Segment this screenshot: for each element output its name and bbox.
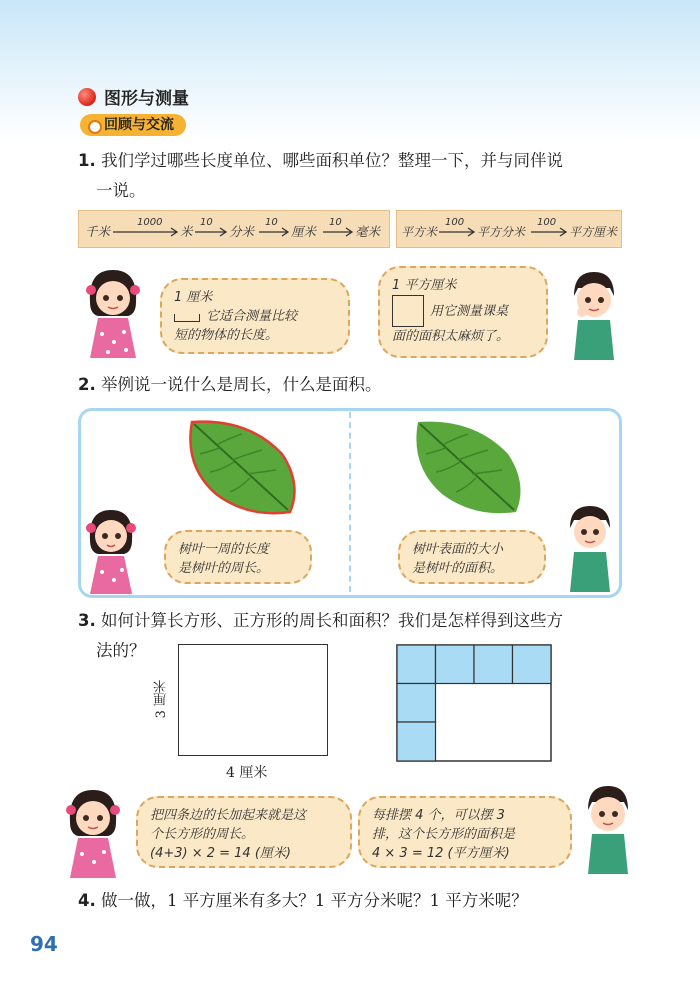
leaf-perimeter-icon <box>178 414 302 518</box>
boy-speech-bubble-1: 1 平方厘米 用它测量课桌 面的面积太麻烦了。 <box>378 266 548 358</box>
unit-haomi: 毫米 <box>355 224 381 239</box>
one-square-cm-icon <box>392 295 424 327</box>
area-units-chain <box>397 211 623 249</box>
arrow-icon <box>195 228 226 236</box>
square-tile <box>513 645 552 684</box>
girl-speech-bubble-2: 树叶一周的长度 是树叶的周长。 <box>164 530 312 584</box>
square-tile <box>474 645 513 684</box>
arrow-icon <box>259 228 288 236</box>
square-tile <box>397 722 436 761</box>
unit-fenmi: 分米 <box>229 224 255 239</box>
arrow-icon <box>323 228 352 236</box>
unit-limi: 厘米 <box>291 224 317 239</box>
section-subtitle: 回顾与交流 <box>80 114 186 136</box>
side-length-label: 3 厘米 <box>154 680 169 719</box>
boy-speech-bubble-2: 树叶表面的大小 是树叶的面积。 <box>398 530 546 584</box>
arrow-icon <box>531 228 566 236</box>
unit-mi: 米 <box>180 224 193 239</box>
length-units-chain <box>79 211 391 249</box>
question-3: 3. 如何计算长方形、正方形的周长和面积？我们是怎样得到这些方 法的？ <box>78 611 563 660</box>
question-4: 4. 做一做，1 平方厘米有多大？1 平方分米呢？1 平方米呢？ <box>78 891 528 910</box>
girl-character-icon <box>78 262 148 362</box>
square-tile <box>436 645 475 684</box>
girl-speech-bubble-3: 把四条边的长加起来就是这 个长方形的周长。 (4+3) × 2 = 14 (厘米) <box>136 796 352 868</box>
boy-character-icon <box>556 500 620 594</box>
boy-character-icon <box>574 780 640 876</box>
unit-pingfangmi: 平方米 <box>401 225 438 239</box>
girl-character-icon <box>78 502 144 596</box>
unit-qianmi: 千米 <box>85 224 111 239</box>
rate-100-a: 100 <box>445 217 465 228</box>
girl-character-icon <box>58 782 128 880</box>
red-dot-icon <box>78 88 96 106</box>
leaf-area-icon <box>404 414 528 518</box>
one-cm-segment-icon <box>174 314 200 322</box>
square-tile <box>397 645 436 684</box>
page-number: 94 <box>30 932 58 956</box>
square-tile <box>397 684 436 723</box>
section-title: 图形与测量 <box>78 84 189 109</box>
dashed-divider <box>349 412 351 592</box>
rate-100-b: 100 <box>537 217 557 228</box>
rectangle-outline <box>178 644 328 756</box>
area-units-strip <box>396 210 622 248</box>
girl-speech-bubble-1: 1 厘米 它适合测量比较 短的物体的长度。 <box>160 278 350 354</box>
unit-pingfanglimi: 平方厘米 <box>569 225 618 239</box>
question-2: 2. 举例说一说什么是周长，什么是面积。 <box>78 375 382 394</box>
length-units-strip <box>78 210 390 248</box>
boy-speech-bubble-3: 每排摆 4 个，可以摆 3 排，这个长方形的面积是 4 × 3 = 12 (平方厘米) <box>358 796 572 868</box>
rate-1000: 1000 <box>137 217 163 228</box>
tiled-rectangle <box>396 644 552 762</box>
rate-10-b: 10 <box>265 217 278 228</box>
rate-10-c: 10 <box>329 217 342 228</box>
arrow-icon <box>113 228 177 236</box>
bottom-length-label: 4 厘米 <box>226 765 268 781</box>
rate-10-a: 10 <box>200 217 213 228</box>
unit-pingfangfenmi: 平方分米 <box>477 225 526 239</box>
question-1: 1. 我们学过哪些长度单位、哪些面积单位？整理一下，并与同伴说 一说。 <box>78 151 563 200</box>
boy-character-icon <box>560 266 624 362</box>
arrow-icon <box>439 228 474 236</box>
